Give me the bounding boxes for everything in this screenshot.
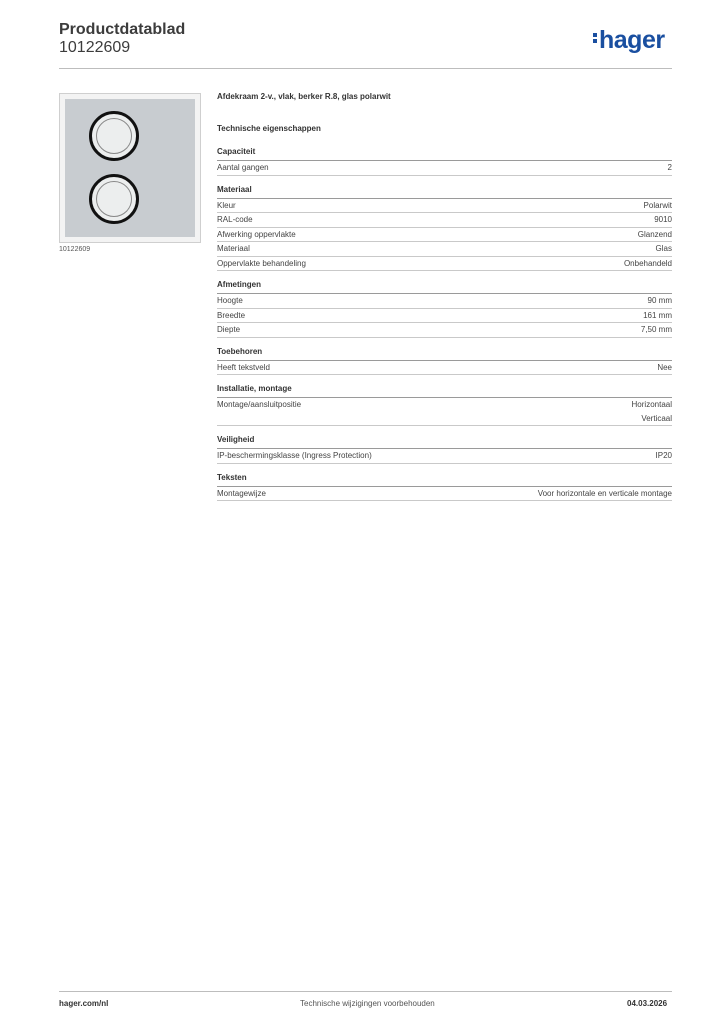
spec-row (217, 294, 672, 309)
spec-row (217, 213, 672, 228)
spec-value: Nee (657, 362, 672, 372)
spec-label: Kleur (217, 200, 236, 210)
spec-row (217, 398, 672, 426)
footer-date: 04.03.2026 (627, 999, 668, 1008)
spec-value: Glas (655, 244, 672, 253)
section-title: Materiaal (217, 184, 672, 199)
page-title: Productdatablad (59, 21, 186, 38)
spec-value: Horizontaal (631, 400, 672, 409)
section-title: Afmetingen (217, 279, 672, 294)
spec-label: Afwerking oppervlakte (217, 229, 296, 239)
spec-label: Aantal gangen (217, 163, 269, 172)
spec-label: Diepte (217, 325, 241, 334)
footer-disclaimer: Technische wijzigingen voorbehouden (300, 999, 435, 1008)
section-title: Capaciteit (217, 146, 672, 161)
spec-label: Oppervlakte behandeling (217, 258, 306, 268)
hager-logo (593, 26, 665, 55)
spec-label: Montagewijze (217, 488, 266, 498)
logo-text: hager (599, 26, 665, 54)
socket-opening-top (89, 111, 139, 161)
spec-row (217, 199, 672, 214)
section-veiligheid (217, 434, 672, 464)
section-title: Teksten (217, 472, 672, 487)
spec-value: Voor horizontale en verticale montage (537, 488, 672, 498)
image-caption: 10122609 (59, 246, 91, 253)
spec-label: Montage/aansluitpositie (217, 400, 302, 409)
spec-row (217, 449, 672, 464)
socket-opening-bottom (89, 174, 139, 224)
section-installatie (217, 383, 672, 426)
footer-divider (59, 991, 672, 992)
spec-label: IP-beschermingsklasse (Ingress Protection) (217, 451, 372, 460)
spec-row (217, 257, 672, 272)
spec-value: 7,50 mm (640, 325, 672, 334)
spec-value: 161 mm (643, 310, 672, 320)
spec-value: 9010 (654, 215, 672, 224)
spec-label: Hoogte (217, 296, 243, 305)
section-title: Installatie, montage (217, 383, 672, 398)
spec-value: Onbehandeld (623, 258, 672, 268)
spec-row (217, 309, 672, 324)
section-teksten (217, 472, 672, 502)
spec-row (217, 323, 672, 338)
footer-website-link[interactable]: hager.com/nl (59, 999, 109, 1008)
section-title: Toebehoren (217, 346, 672, 361)
section-title: Veiligheid (217, 434, 672, 449)
frame-plate (65, 99, 195, 237)
spec-label: RAL-code (217, 215, 253, 224)
spec-label: Heeft tekstveld (217, 362, 270, 372)
spec-value: Polarwit (643, 200, 672, 210)
spec-row (217, 361, 672, 376)
spec-value: 90 mm (647, 296, 672, 305)
product-code: 10122609 (59, 39, 131, 56)
spec-row (217, 161, 672, 176)
spec-row (217, 242, 672, 257)
header-divider (59, 68, 672, 69)
section-toebehoren (217, 346, 672, 376)
spec-value: IP20 (655, 451, 672, 460)
spec-label: Materiaal (217, 244, 250, 253)
product-image (59, 93, 201, 243)
section-afmetingen (217, 279, 672, 338)
spec-row (217, 228, 672, 243)
section-materiaal (217, 184, 672, 272)
section-heading: Technische eigenschappen (217, 124, 321, 133)
spec-value-multi (632, 398, 672, 425)
spec-value: Verticaal (641, 413, 672, 423)
spec-label: Breedte (217, 310, 246, 320)
spec-value: Glanzend (637, 229, 672, 239)
spec-value: 2 (667, 163, 672, 172)
logo-dots-icon (593, 31, 597, 45)
product-name: Afdekraam 2-v., vlak, berker R.8, glas polarwit (217, 92, 391, 101)
spec-row (217, 487, 672, 502)
section-capaciteit (217, 146, 672, 176)
spec-content (217, 92, 672, 509)
